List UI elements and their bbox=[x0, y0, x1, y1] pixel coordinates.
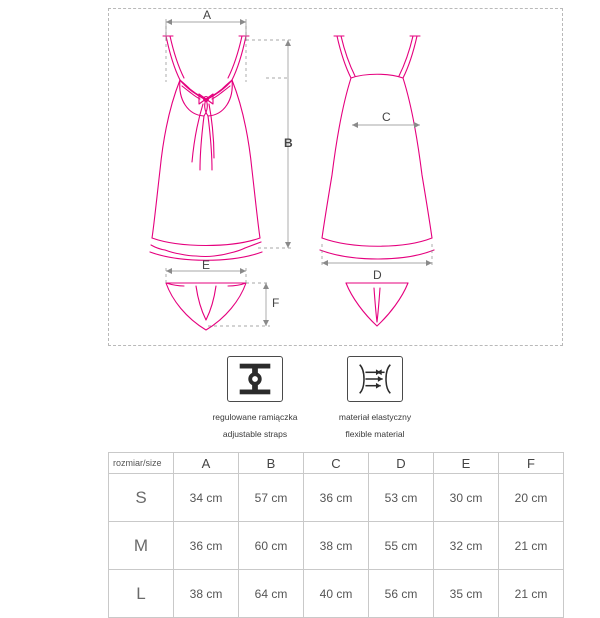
cell-s-d: 53 cm bbox=[369, 474, 434, 522]
table-header-d: D bbox=[369, 453, 434, 474]
adjustable-straps-caption-pl: regulowane ramiączka bbox=[212, 412, 298, 422]
table-header-size-label: rozmiar/size bbox=[109, 453, 174, 474]
size-label-s: S bbox=[109, 474, 174, 522]
cell-s-b: 57 cm bbox=[239, 474, 304, 522]
size-label-m: M bbox=[109, 522, 174, 570]
cell-s-c: 36 cm bbox=[304, 474, 369, 522]
feature-flexible-material bbox=[320, 356, 430, 441]
flexible-material-glyph bbox=[348, 357, 402, 401]
table-header-b: B bbox=[239, 453, 304, 474]
flexible-material-icon bbox=[347, 356, 403, 402]
table-header-a: A bbox=[174, 453, 239, 474]
cell-m-a: 36 cm bbox=[174, 522, 239, 570]
dimension-label-b: B bbox=[284, 136, 293, 150]
dimension-label-a: A bbox=[203, 8, 212, 22]
cell-l-c: 40 cm bbox=[304, 570, 369, 618]
dimension-label-c: C bbox=[382, 110, 391, 124]
diagram-panel bbox=[108, 8, 563, 346]
cell-l-d: 56 cm bbox=[369, 570, 434, 618]
cell-s-e: 30 cm bbox=[434, 474, 499, 522]
cell-s-a: 34 cm bbox=[174, 474, 239, 522]
dimension-label-d: D bbox=[373, 268, 382, 282]
adjustable-straps-caption-en: adjustable straps bbox=[222, 429, 288, 439]
table-row bbox=[109, 474, 564, 522]
size-table bbox=[108, 452, 564, 618]
cell-m-b: 60 cm bbox=[239, 522, 304, 570]
adjustable-strap-icon bbox=[227, 356, 283, 402]
cell-l-f: 21 cm bbox=[499, 570, 564, 618]
cell-m-d: 55 cm bbox=[369, 522, 434, 570]
cell-m-f: 21 cm bbox=[499, 522, 564, 570]
table-row bbox=[109, 522, 564, 570]
cell-l-a: 38 cm bbox=[174, 570, 239, 618]
adjustable-strap-glyph bbox=[228, 357, 282, 401]
table-header-row bbox=[109, 453, 564, 474]
dimension-label-f: F bbox=[272, 296, 280, 310]
cell-m-e: 32 cm bbox=[434, 522, 499, 570]
size-label-l: L bbox=[109, 570, 174, 618]
cell-m-c: 38 cm bbox=[304, 522, 369, 570]
table-header-e: E bbox=[434, 453, 499, 474]
cell-l-b: 64 cm bbox=[239, 570, 304, 618]
cell-s-f: 20 cm bbox=[499, 474, 564, 522]
table-row bbox=[109, 570, 564, 618]
table-header-f: F bbox=[499, 453, 564, 474]
feature-icons bbox=[200, 356, 430, 448]
table-header-c: C bbox=[304, 453, 369, 474]
dimension-label-e: E bbox=[202, 258, 211, 272]
flexible-material-caption-en: flexible material bbox=[345, 429, 405, 439]
flexible-material-caption-pl: materiał elastyczny bbox=[338, 412, 412, 422]
feature-adjustable-straps bbox=[200, 356, 310, 441]
cell-l-e: 35 cm bbox=[434, 570, 499, 618]
